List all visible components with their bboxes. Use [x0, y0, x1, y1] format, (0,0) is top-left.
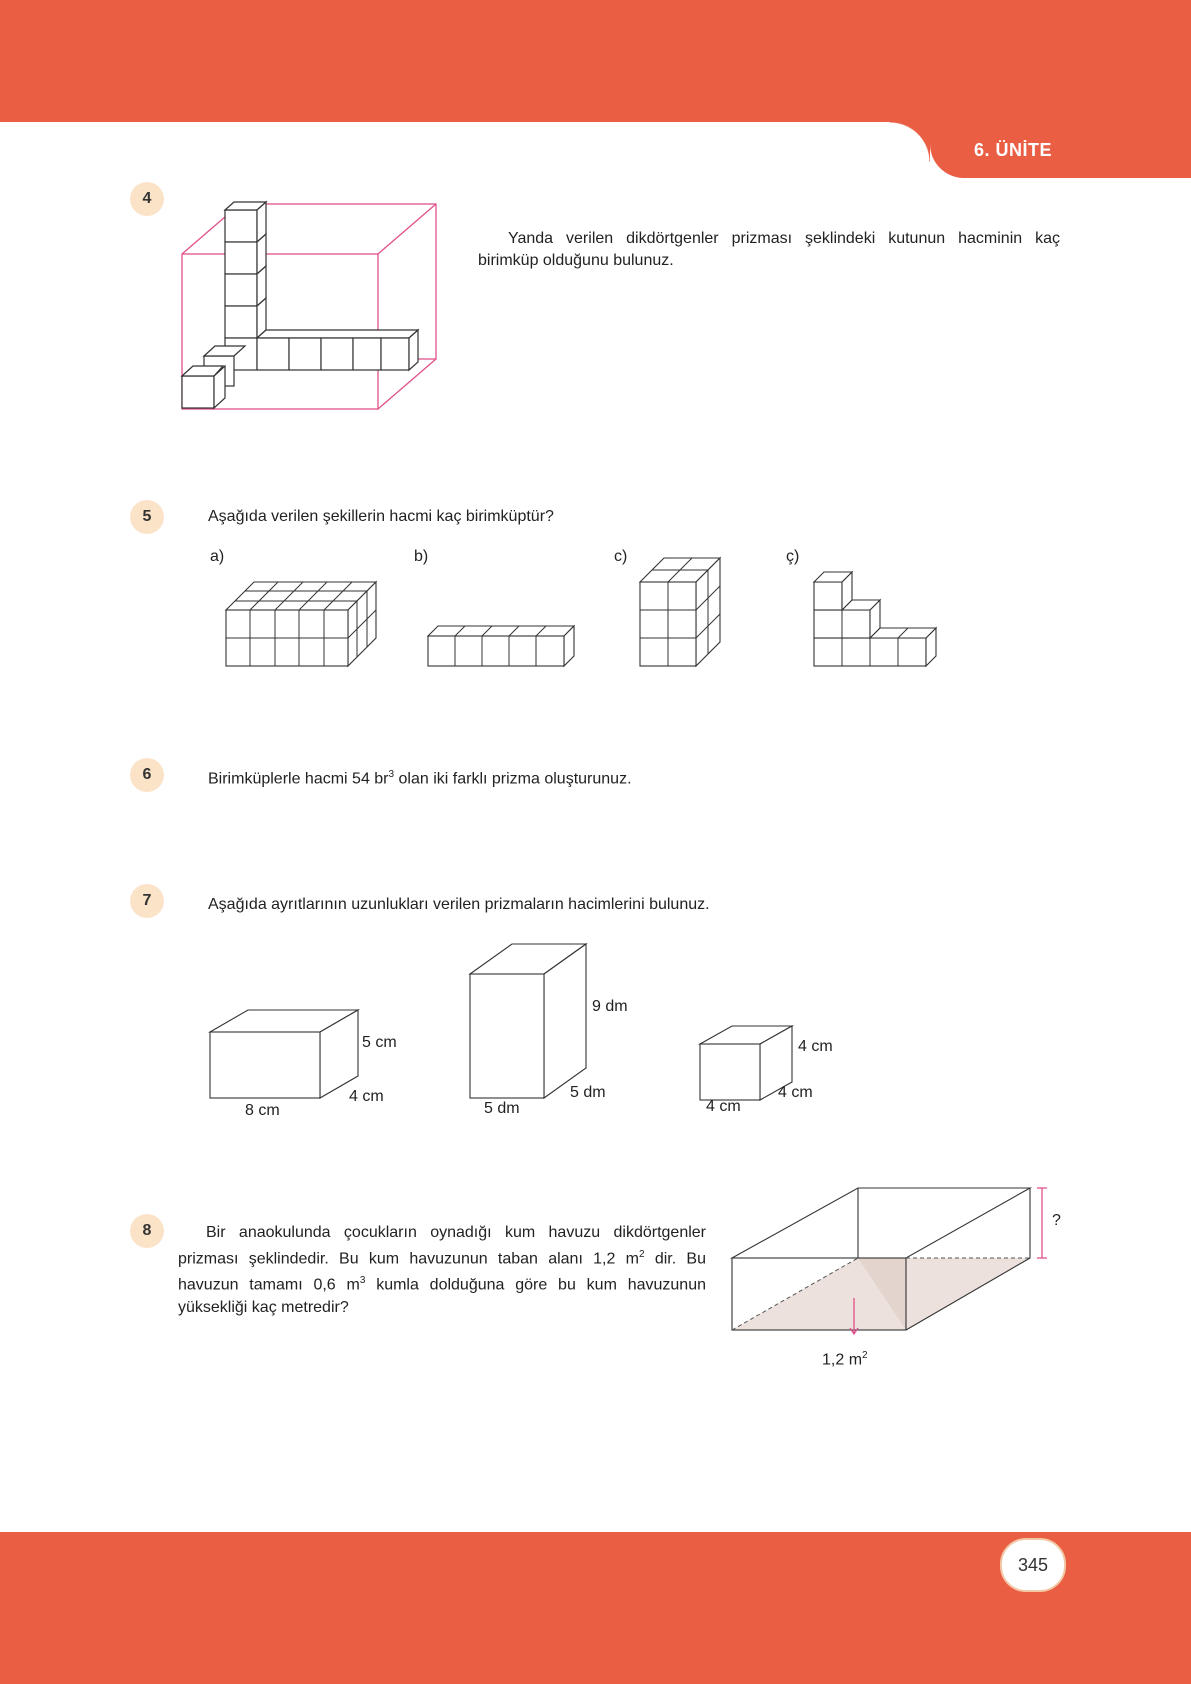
q7-prism2-width: 5 dm	[484, 1100, 520, 1117]
q6-exponent: 3	[388, 769, 395, 780]
q7-prism3-width: 4 cm	[706, 1098, 741, 1115]
q7-prism3-depth: 4 cm	[778, 1084, 813, 1101]
q5-label-b: b)	[414, 548, 429, 565]
q7-prism1-depth: 4 cm	[349, 1088, 384, 1105]
question-number-8: 8	[130, 1214, 164, 1248]
q5-figure-cc	[812, 566, 940, 668]
q5-figure-c	[638, 554, 724, 668]
q8-text-1: Bir anaokulunda çocukların oynadığı kum havuzu dikdörtgenler prizması şeklindedir. Bu kum havuzunun taban alanı 1,2 m	[178, 1224, 706, 1268]
q5-label-cc: ç)	[786, 548, 800, 565]
q5-figure-b	[426, 622, 578, 668]
q7-prism-2	[468, 942, 590, 1100]
q5-figure-a	[224, 566, 384, 666]
q7-prism3-height: 4 cm	[798, 1038, 833, 1055]
q8-base-label	[822, 1350, 868, 1369]
q8-exp-1: 2	[639, 1249, 645, 1260]
q7-prism2-height: 9 dm	[592, 998, 628, 1015]
q6-text-before: Birimküplerle hacmi 54 br	[208, 770, 389, 788]
q8-base-value: 1,2 m	[822, 1351, 863, 1369]
q5-label-a: a)	[210, 548, 225, 565]
q6-text	[208, 764, 632, 790]
q5-text: Aşağıda verilen şekillerin hacmi kaç birimküptür?	[208, 508, 554, 525]
question-number-6: 6	[130, 758, 164, 792]
q4-text: Yanda verilen dikdörtgenler prizması şeklindeki kutunun hacminin kaç birimküp olduğunu bulunuz.	[478, 230, 1060, 269]
q8-text-2: dir. Bu havuzun tamamı 0,6 m	[178, 1250, 707, 1294]
question-number-5: 5	[130, 500, 164, 534]
q8-exp-2: 3	[359, 1275, 366, 1287]
unit-label: 6. ÜNİTE	[974, 140, 1053, 160]
q7-prism1-width: 8 cm	[245, 1102, 280, 1119]
unit-tab	[930, 122, 1191, 178]
q8-text-3: kumla dolduğuna göre bu kum havuzunun yüksekliği kaç metredir?	[178, 1276, 706, 1316]
q7-prism1-height: 5 cm	[362, 1034, 397, 1051]
q8-height-label: ?	[1052, 1212, 1061, 1229]
page-number: 345	[1000, 1538, 1066, 1592]
q6-text-after: olan iki farklı prizma oluşturunuz.	[394, 770, 632, 788]
question-number-7: 7	[130, 884, 164, 918]
question-number-4: 4	[130, 182, 164, 216]
q7-text: Aşağıda ayrıtlarının uzunlukları verilen prizmaların hacimlerini bulunuz.	[208, 896, 710, 913]
q5-label-c: c)	[614, 548, 628, 565]
q8-text	[178, 1222, 706, 1319]
q7-prism2-depth: 5 dm	[570, 1084, 606, 1101]
q8-sandbox-figure	[730, 1186, 1060, 1342]
q7-prism-1	[208, 1008, 360, 1100]
q4-cube-box-figure	[170, 196, 440, 416]
q8-base-exp: 2	[862, 1350, 868, 1361]
header-band	[0, 0, 1191, 122]
